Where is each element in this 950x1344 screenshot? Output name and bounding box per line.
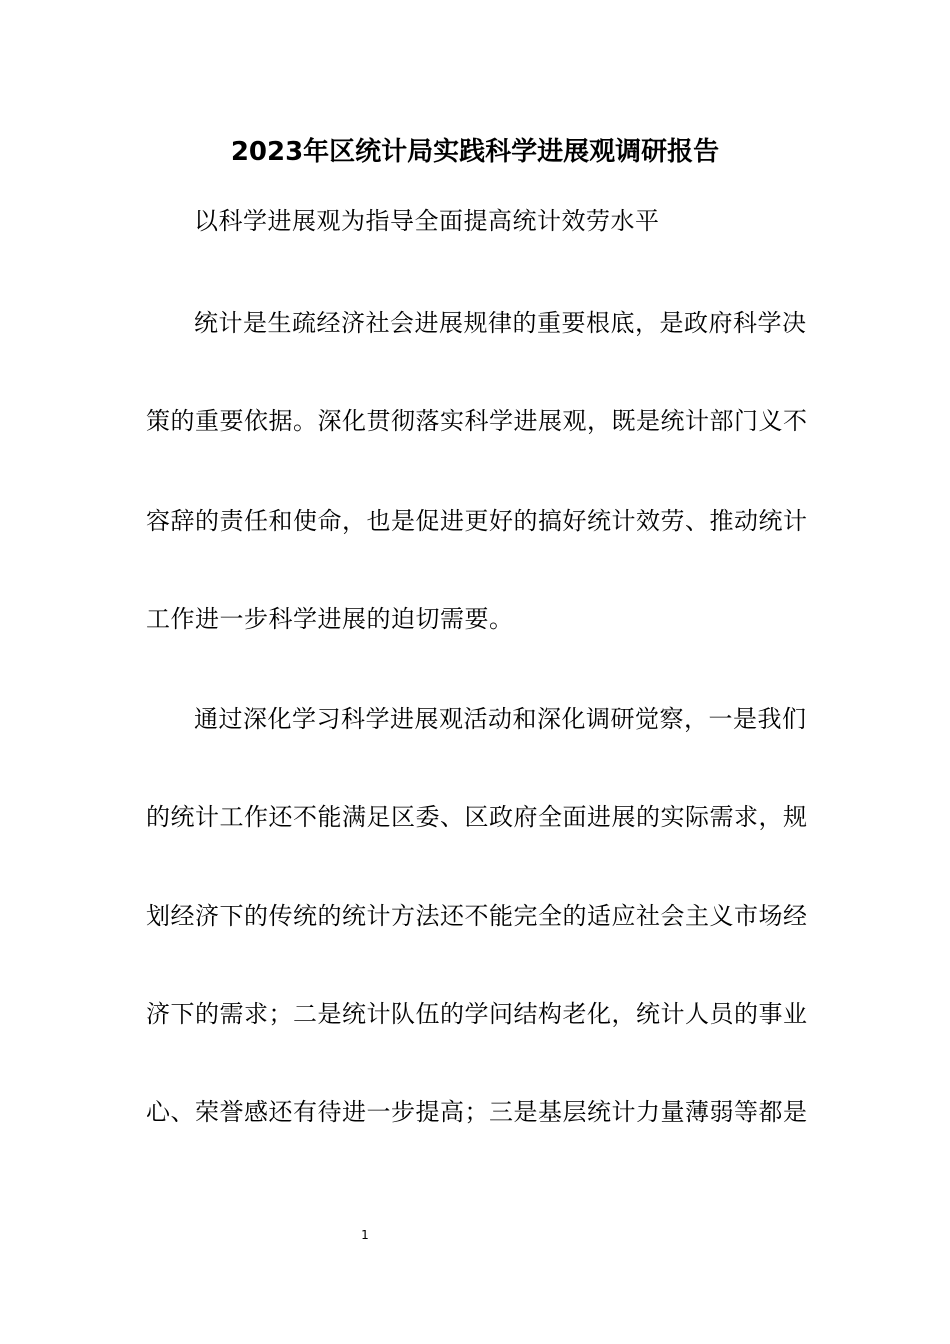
page-number: 1 bbox=[361, 1228, 369, 1242]
paragraph-2-line-4: 济下的需求；二是统计队伍的学问结构老化，统计人员的事业 bbox=[146, 1000, 808, 1028]
paragraph-2-line-2: 的统计工作还不能满足区委、区政府全面进展的实际需求，规 bbox=[146, 803, 808, 831]
document-subtitle: 以科学进展观为指导全面提高统计效劳水平 bbox=[194, 207, 660, 235]
paragraph-2-line-5: 心、荣誉感还有待进一步提高；三是基层统计力量薄弱等都是 bbox=[146, 1098, 808, 1126]
paragraph-2-line-1: 通过深化学习科学进展观活动和深化调研觉察，一是我们 bbox=[194, 705, 807, 733]
paragraph-1-line-2: 策的重要依据。深化贯彻落实科学进展观，既是统计部门义不 bbox=[146, 407, 808, 435]
paragraph-1-line-4: 工作进一步科学进展的迫切需要。 bbox=[146, 605, 514, 633]
document-title: 2023年区统计局实践科学进展观调研报告 bbox=[230, 137, 720, 167]
paragraph-1-line-3: 容辞的责任和使命，也是促进更好的搞好统计效劳、推动统计 bbox=[146, 507, 808, 535]
paragraph-1-line-1: 统计是生疏经济社会进展规律的重要根底，是政府科学决 bbox=[194, 309, 807, 337]
paragraph-2-line-3: 划经济下的传统的统计方法还不能完全的适应社会主义市场经 bbox=[146, 902, 808, 930]
